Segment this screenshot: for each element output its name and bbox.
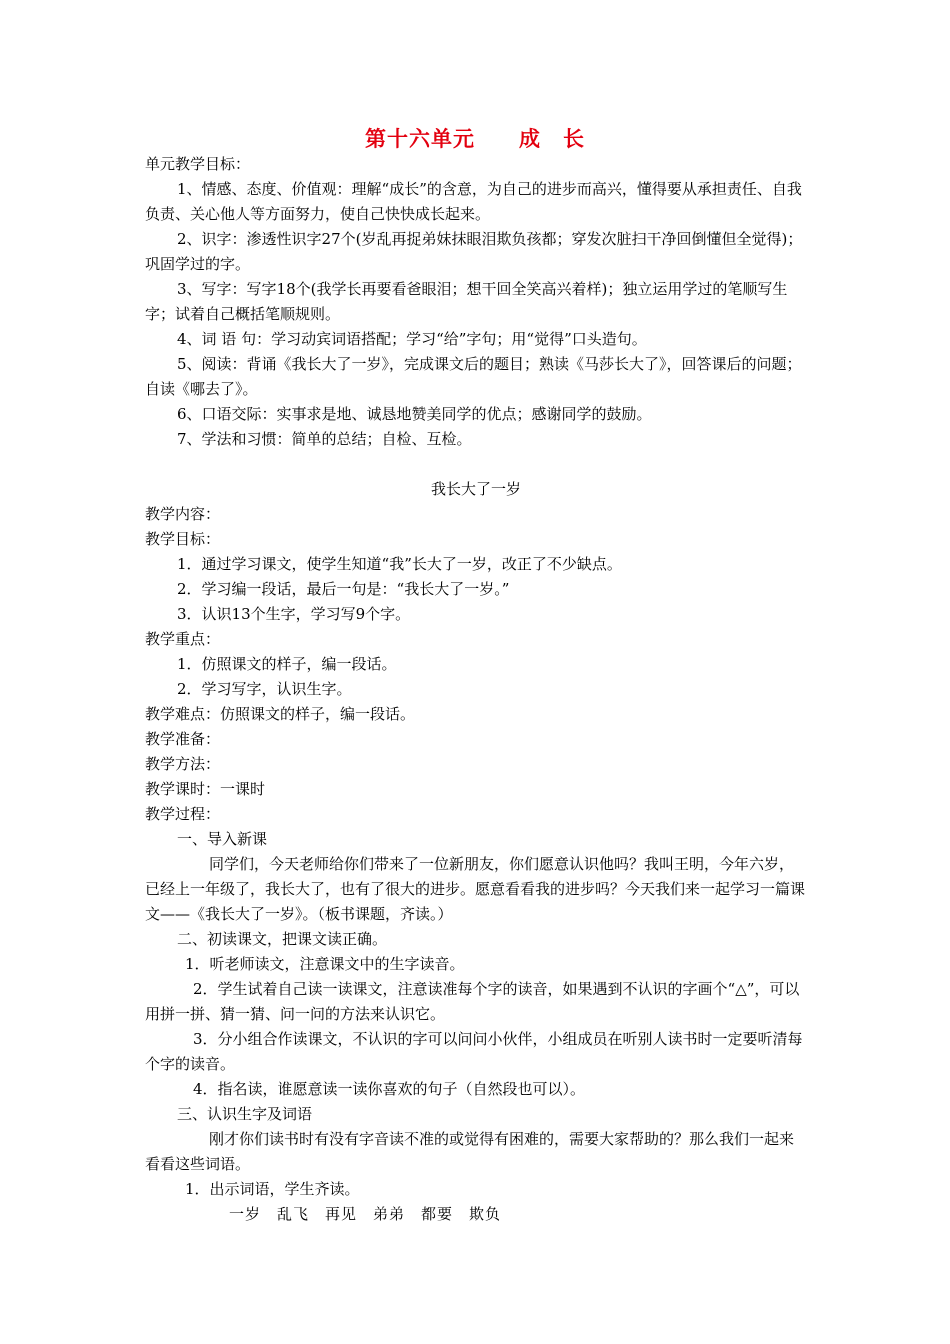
section-heading: 三、认识生字及词语: [177, 1105, 313, 1123]
lesson-title: 我长大了一岁: [430, 480, 521, 498]
unit-goal-item: 2、识字：渗透性识字27个(岁乱再捉弟妹抹眼泪欺负孩都；穿发次脏扫干净回倒懂但全觉得)；巩固学过的字。: [145, 230, 803, 273]
key-points-label: 教学重点：: [145, 630, 221, 648]
hours-line: 教学课时：一课时: [145, 780, 266, 798]
section-item: 3．分小组合作读课文，不认识的字可以问问小伙伴，小组成员在听别人读书时一定要听清每个字的读音。: [145, 1030, 803, 1073]
preparation-label: 教学准备：: [145, 730, 221, 748]
unit-goal-item: 6、口语交际：实事求是地、诚恳地赞美同学的优点；感谢同学的鼓励。: [177, 405, 652, 423]
difficulty-line: 教学难点：仿照课文的样子，编一段话。: [145, 705, 416, 723]
section-item: 4．指名读，谁愿意读一读你喜欢的句子（自然段也可以）。: [193, 1080, 586, 1098]
section-paragraph: 同学们，今天老师给你们带来了一位新朋友，你们愿意认识他吗？我叫王明，今年六岁，已经上一年级了，我长大了，也有了很大的进步。愿意看看我的进步吗？今天我们来一起学习一篇课文——《我长大了一岁》。（板书课题，齐读。）: [145, 855, 806, 923]
unit-goal-item: 7、学法和习惯：简单的总结；自检、互检。: [177, 430, 472, 448]
unit-goal-item: 4、词 语 句：学习动宾词语搭配；学习“给”字句；用“觉得”口头造句。: [177, 330, 647, 348]
section-item: 2．学生试着自己读一读课文，注意读准每个字的读音，如果遇到不认识的字画个“△”，可以用拼一拼、猜一猜、问一问的方法来认识它。: [145, 980, 800, 1023]
key-point-item: 1．仿照课文的样子，编一段话。: [177, 655, 397, 673]
lesson-goals-label: 教学目标：: [145, 530, 221, 548]
lesson-goal-item: 2．学习编一段话，最后一句是：“我长大了一岁。”: [177, 580, 510, 598]
page-title: 第十六单元 成 长: [365, 126, 585, 151]
section-heading: 一、导入新课: [177, 830, 268, 848]
unit-goal-item: 3、写字：写字18个(我学长再要看爸眼泪；想干回全笑高兴着样)；独立运用学过的笔顺写生字；试着自己概括笔顺规则。: [145, 280, 788, 323]
section-item: 1．听老师读文，注意课文中的生字读音。: [185, 955, 465, 973]
section-item: 1．出示词语，学生齐读。: [185, 1180, 360, 1198]
vocabulary-words: 一岁 乱飞 再见 弟弟 都要 欺负: [229, 1205, 502, 1223]
unit-goal-item: 5、阅读：背诵《我长大了一岁》，完成课文后的题目；熟读《马莎长大了》，回答课后的问题；自读《哪去了》。: [145, 355, 802, 398]
document-body: [145, 152, 807, 1227]
process-label: 教学过程：: [145, 805, 221, 823]
unit-goal-item: 1、情感、态度、价值观：理解“成长”的含意，为自己的进步而高兴，懂得要从承担责任、自我负责、关心他人等方面努力，使自己快快成长起来。: [145, 180, 802, 223]
lesson-goal-item: 3．认识13个生字，学习写9个字。: [177, 605, 411, 623]
unit-goals-heading: 单元教学目标：: [145, 155, 251, 173]
lesson-content-label: 教学内容：: [145, 505, 221, 523]
section-paragraph: 刚才你们读书时有没有字音读不准的或觉得有困难的，需要大家帮助的？那么我们一起来看看这些词语。: [145, 1130, 795, 1173]
lesson-goal-item: 1．通过学习课文，使学生知道“我”长大了一岁，改正了不少缺点。: [177, 555, 622, 573]
section-heading: 二、初读课文，把课文读正确。: [177, 930, 388, 948]
key-point-item: 2．学习写字，认识生字。: [177, 680, 352, 698]
method-label: 教学方法：: [145, 755, 221, 773]
